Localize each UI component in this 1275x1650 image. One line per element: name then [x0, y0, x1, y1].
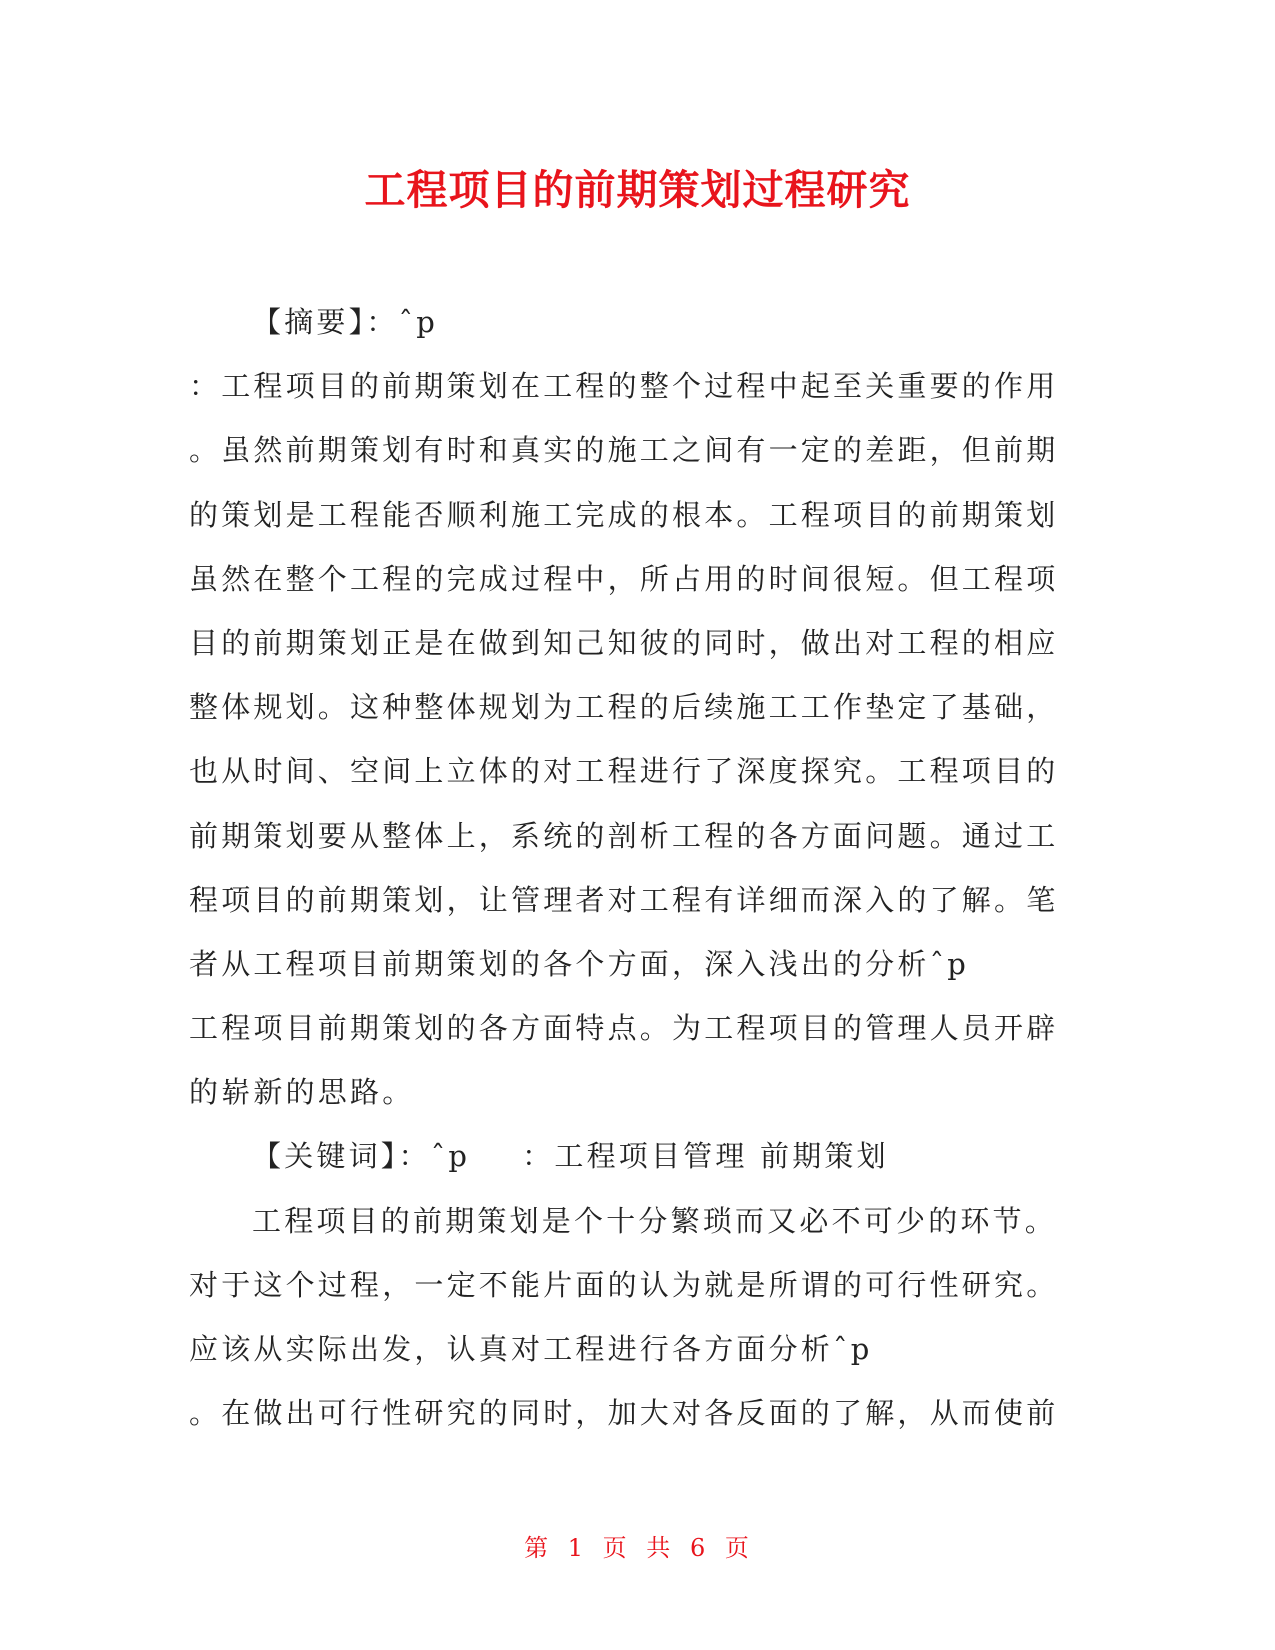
- abstract-line: 工程项目前期策划的各方面特点。为工程项目的管理人员开辟: [189, 1011, 1059, 1046]
- page-number-footer: 第 1 页 共 6 页: [524, 1534, 751, 1562]
- abstract-line: 整体规划。这种整体规划为工程的后续施工工作垫定了基础，: [189, 690, 1059, 725]
- body-line: 。在做出可行性研究的同时，加大对各反面的了解，从而使前: [189, 1396, 1059, 1431]
- abstract-line: 的策划是工程能否顺利施工完成的根本。工程项目的前期策划: [189, 497, 1059, 532]
- abstract-line: 也从时间、空间上立体的对工程进行了深度探究。工程项目的: [189, 754, 1059, 789]
- abstract-line: 前期策划要从整体上，系统的剖析工程的各方面问题。通过工: [189, 818, 1059, 853]
- abstract-line: 目的前期策划正是在做到知己知彼的同时，做出对工程的相应: [189, 625, 1059, 660]
- body-line: 对于这个过程，一定不能片面的认为就是所谓的可行性研究。: [189, 1267, 1059, 1302]
- body-line: 工程项目的前期策划是个十分繁琐而又必不可少的环节。: [252, 1203, 1058, 1238]
- document-body: [189, 290, 1086, 1445]
- keywords-label: 【关键词】：ˆp: [252, 1139, 471, 1174]
- abstract-line: 者从工程项目前期策划的各个方面，深入浅出的分析ˆp: [189, 946, 970, 981]
- document-title: 工程项目的前期策划过程研究: [364, 166, 911, 214]
- body-line: 应该从实际出发，认真对工程进行各方面分析ˆp: [189, 1332, 873, 1366]
- keywords-value: ：工程项目管理 前期策划: [522, 1139, 889, 1174]
- body-paragraph: [189, 1189, 1086, 1446]
- keywords-line: [189, 1124, 1086, 1188]
- abstract-line: 的崭新的思路。: [189, 1075, 415, 1110]
- abstract-text: [189, 354, 1086, 1124]
- abstract-line: 。虽然前期策划有时和真实的施工之间有一定的差距，但前期: [189, 433, 1059, 468]
- abstract-label: 【摘要】：ˆp: [252, 305, 438, 339]
- abstract-line: 程项目的前期策划，让管理者对工程有详细而深入的了解。笔: [189, 882, 1059, 917]
- abstract-line: ：工程项目的前期策划在工程的整个过程中起至关重要的作用: [189, 369, 1059, 404]
- abstract-line: 虽然在整个工程的完成过程中，所占用的时间很短。但工程项: [189, 561, 1059, 596]
